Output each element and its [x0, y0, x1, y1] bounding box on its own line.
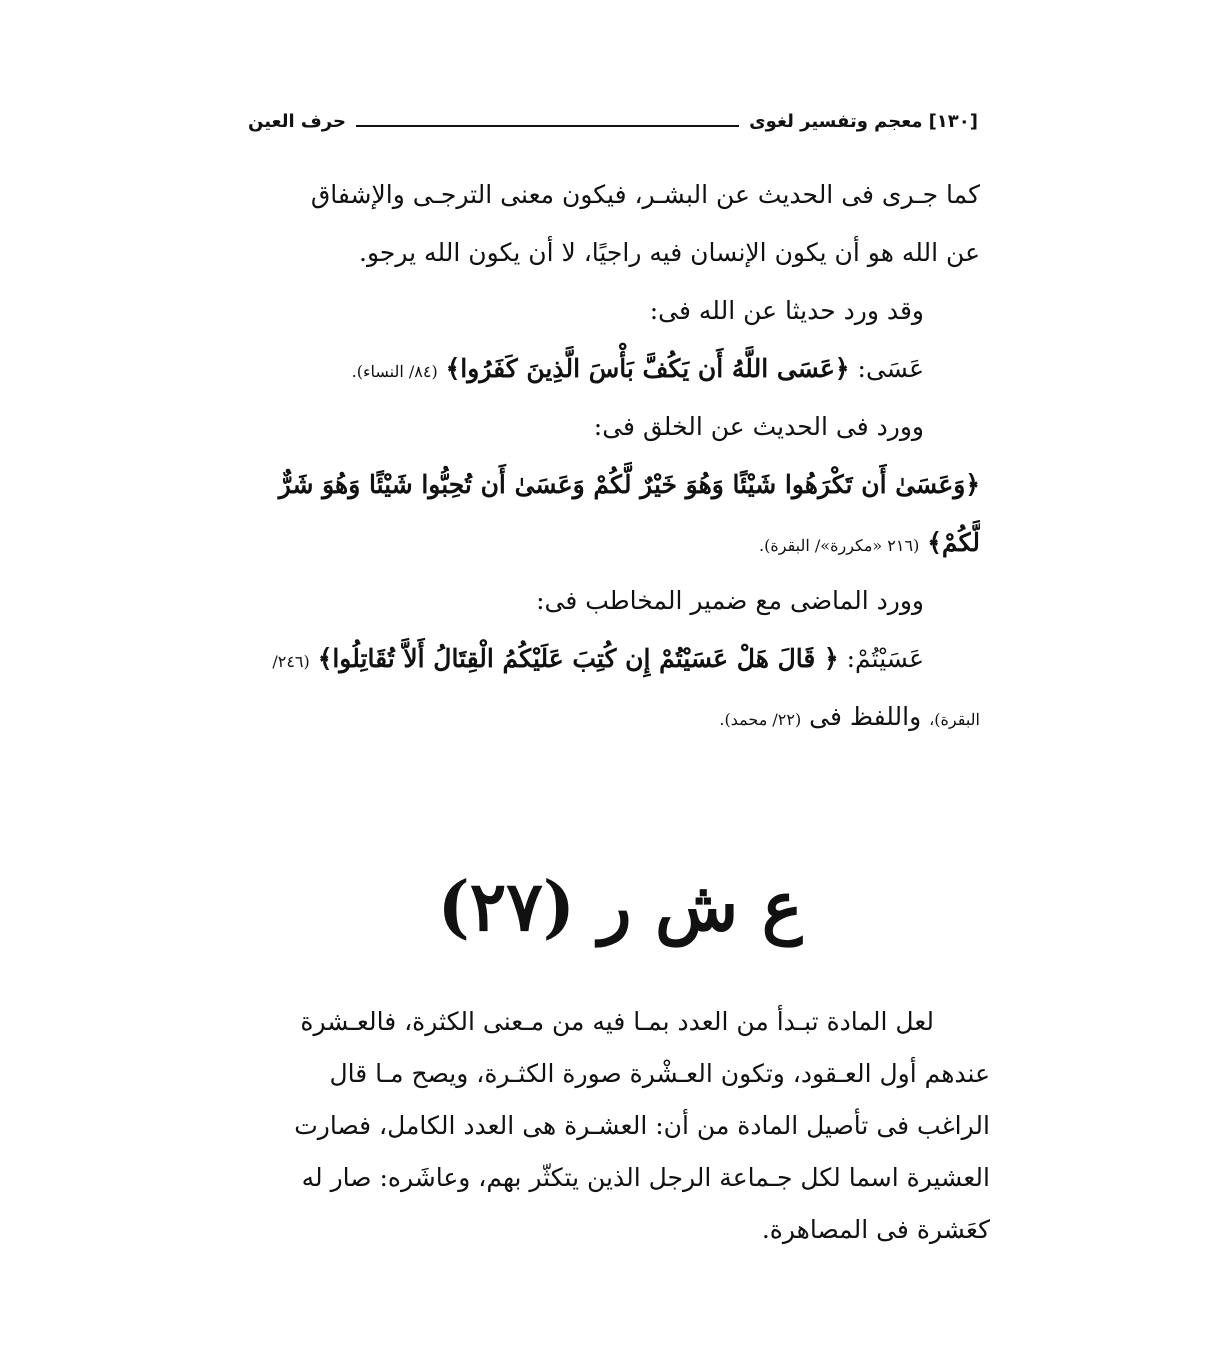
root-heading: ع ش ر (٢٧)	[437, 867, 803, 947]
page-number: [١٣٠]	[928, 110, 978, 132]
intro-past: وورد الماضى مع ضمير المخاطب فى:	[536, 586, 924, 615]
intro-creation: وورد فى الحديث عن الخلق فى:	[593, 412, 924, 441]
root-entry-body	[262, 996, 990, 1256]
asaytum-continuation	[250, 688, 980, 746]
asa-line	[250, 340, 980, 398]
creation-quote-end: لَّكُمْ﴾	[927, 528, 980, 557]
asa-lemma: عَسَى:	[857, 354, 924, 383]
paragraph-2-line-2: عندهم أول العـقود، وتكون العـشْرة صورة الكثـرة، ويصح مـا قال	[329, 1059, 990, 1088]
paragraph-2-line-1: لعل المادة تبـدأ من العدد بمـا فيه من مـعنى الكثرة، فالعـشرة	[300, 1007, 934, 1036]
intro-divine: وقد ورد حديثا عن الله فى:	[649, 296, 924, 325]
section-title: حرف العين	[248, 110, 346, 132]
asa-ref: (٨٤/ النساء).	[351, 362, 438, 381]
asaytum-ref-end: البقرة)،	[929, 710, 980, 729]
asaytum-tail-ref: (٢٢/ محمد).	[719, 710, 802, 729]
creation-quote-line-1: ﴿وَعَسَىٰ أَن تَكْرَهُوا شَيْئًا وَهُوَ خَيْرٌ لَّكُمْ وَعَسَىٰ أَن تُحِبُّوا شَيْئًا وَهُوَ شَرٌّ	[278, 470, 980, 499]
asaytum-tail-text: واللفظ فى	[809, 702, 922, 731]
running-header	[248, 104, 978, 138]
asa-quote: ﴿عَسَى اللَّهُ أَن يَكُفَّ بَأْسَ الَّذِينَ كَفَرُوا﴾	[445, 354, 850, 383]
paragraph-1-line-2: عن الله هو أن يكون الإنسان فيه راجيًا، لا أن يكون الله يرجو.	[359, 238, 980, 267]
paragraph-1-line-1: كما جـرى فى الحديث عن البشـر، فيكون معنى الترجـى والإشفاق	[310, 180, 980, 209]
entry-body	[250, 166, 980, 746]
asaytum-line	[250, 630, 980, 688]
book-title: معجم وتفسير لغوى	[749, 110, 923, 132]
asaytum-quote: ﴿ قَالَ هَلْ عَسَيْتُمْ إِن كُتِبَ عَلَيْكُمُ الْقِتَالُ أَلاَّ تُقَاتِلُوا﴾	[317, 644, 839, 673]
creation-quote-line-2	[250, 514, 980, 572]
asaytum-ref-start: (٢٤٦/	[272, 652, 310, 671]
paragraph-2-line-5: كعَشرة فى المصاهرة.	[761, 1215, 990, 1244]
paragraph-2-line-4: العشيرة اسما لكل جـماعة الرجل الذين يتكثّر بهم، وعاشَره: صار له	[301, 1163, 990, 1192]
header-rule	[356, 125, 739, 127]
paragraph-2-line-3: الراغب فى تأصيل المادة من أن: العشـرة هى العدد الكامل، فصارت	[294, 1111, 990, 1140]
asaytum-lemma: عَسَيْتُمْ:	[846, 644, 924, 673]
creation-ref: (٢١٦ «مكررة»/ البقرة).	[759, 536, 920, 555]
